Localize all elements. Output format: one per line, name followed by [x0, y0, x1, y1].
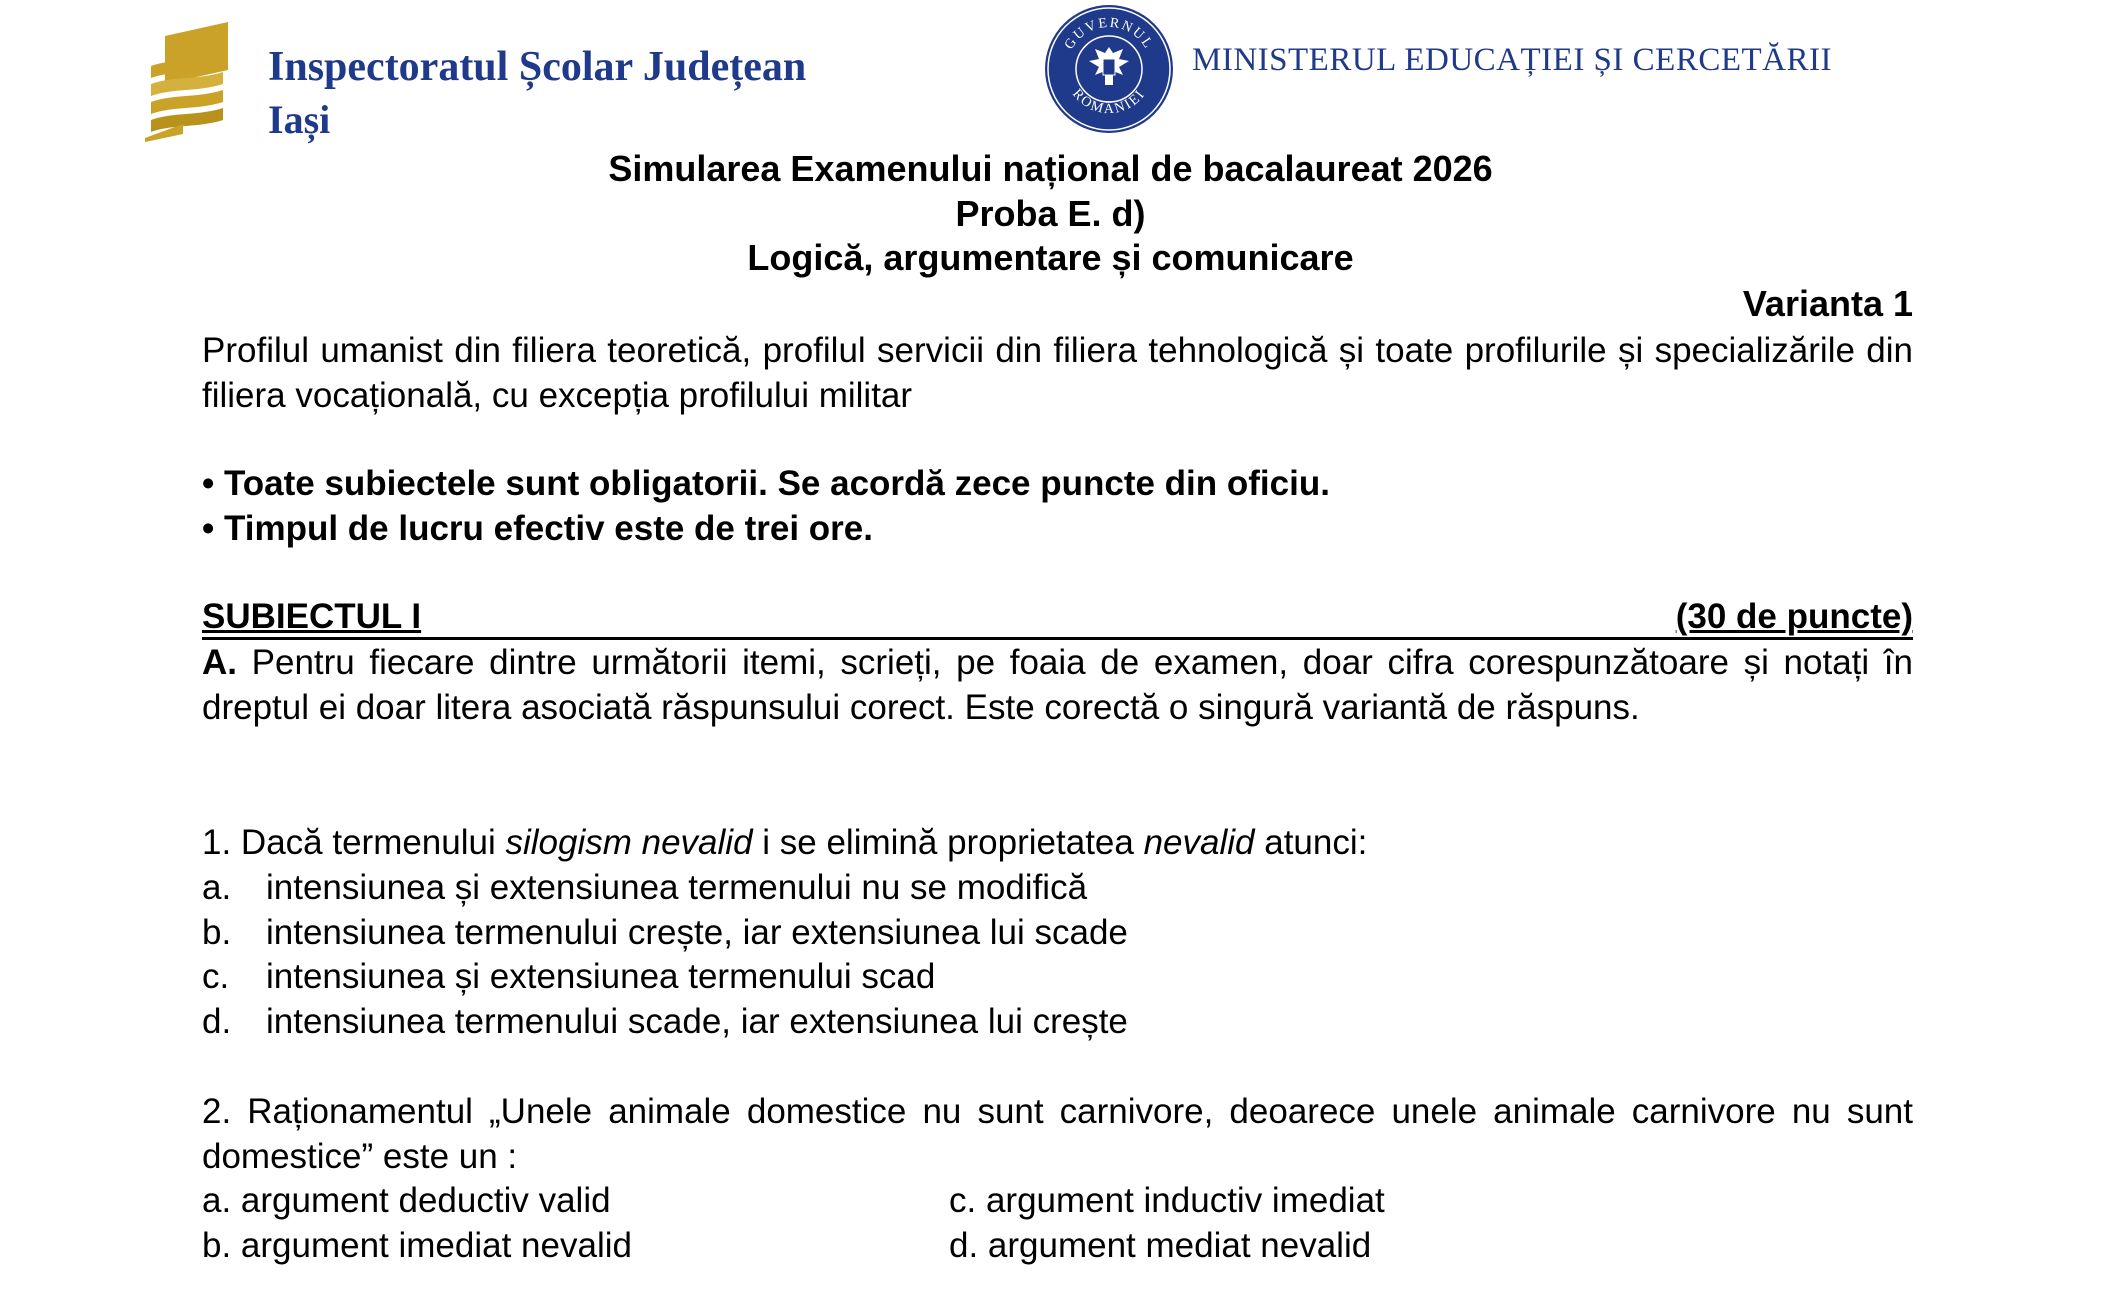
isj-title: Inspectoratul Școlar Județean	[268, 44, 807, 90]
rule-2: • Timpul de lucru efectiv este de trei ore.	[202, 509, 873, 548]
government-seal	[1043, 3, 1175, 135]
q1-option-c	[202, 955, 1913, 1000]
section-a-label: A.	[202, 643, 237, 682]
section-a-text: Pentru fiecare dintre următorii itemi, scrieți, pe foaia de examen, doar cifra corespunzătoare și notați în dreptul ei doar litera asociată răspunsului corect. Este corectă o singură variantă de răspuns.	[202, 643, 1913, 727]
option-text: intensiunea termenului scade, iar extensiunea lui crește	[266, 1001, 1128, 1041]
q2-option-b: b. argument imediat nevalid	[202, 1225, 632, 1265]
q1-prop: nevalid	[1143, 823, 1255, 862]
q1-prefix: 1. Dacă termenului	[202, 823, 506, 862]
option-letter: b.	[202, 912, 232, 952]
question-1	[202, 821, 1913, 866]
exam-subject: Logică, argumentare și comunicare	[747, 237, 1354, 278]
profile-text: Profilul umanist din filiera teoretică, profilul servicii din filiera tehnologică și toate profilurile și specializările din filiera vocațională, cu excepția profilului militar	[202, 331, 1913, 415]
q1-option-d	[202, 1000, 1913, 1045]
subject-1-title: SUBIECTUL I	[202, 597, 422, 636]
subject-1-points: (30 de puncte)	[1675, 597, 1913, 636]
q1-options	[202, 866, 1913, 1044]
option-letter: d.	[202, 1001, 232, 1041]
q1-mid: i se elimină proprietatea	[752, 823, 1144, 862]
q2-option-d: d. argument mediat nevalid	[949, 1225, 1372, 1265]
subject-1-header	[202, 597, 1913, 640]
variant-label: Varianta 1	[1742, 283, 1913, 324]
rule-1: • Toate subiectele sunt obligatorii. Se acordă zece puncte din oficiu.	[202, 464, 1330, 503]
isj-logo	[143, 18, 243, 142]
q2-option-c: c. argument inductiv imediat	[949, 1181, 1385, 1220]
question-2: 2. Raționamentul „Unele animale domestice nu sunt carnivore, deoarece unele animale carnivore nu sunt domestice” este un :	[202, 1092, 1913, 1176]
option-text: intensiunea și extensiunea termenului scad	[266, 957, 936, 996]
q1-option-a	[202, 866, 1913, 911]
q1-term: silogism nevalid	[505, 823, 753, 862]
option-text: intensiunea termenului crește, iar extensiunea lui scade	[266, 912, 1128, 952]
q2-options	[202, 1179, 1913, 1268]
seal-top-text: GUVERNUL	[1061, 15, 1157, 53]
option-letter: c.	[202, 957, 230, 996]
ministry-name: MINISTERUL EDUCAȚIEI ȘI CERCETĂRII	[1192, 42, 1832, 78]
exam-title: Simularea Examenului național de bacalaureat 2026	[608, 148, 1493, 189]
isj-city: Iași	[268, 97, 331, 142]
q1-option-b	[202, 911, 1913, 956]
instructions-a	[202, 641, 1913, 730]
option-text: intensiunea și extensiunea termenului nu se modifică	[266, 868, 1088, 907]
q1-suffix: atunci:	[1254, 823, 1368, 862]
option-letter: a.	[202, 868, 232, 907]
exam-proba: Proba E. d)	[955, 193, 1146, 234]
seal-bottom-text: ROMÂNIEI	[1069, 86, 1149, 118]
q2-option-a: a. argument deductiv valid	[202, 1181, 611, 1220]
